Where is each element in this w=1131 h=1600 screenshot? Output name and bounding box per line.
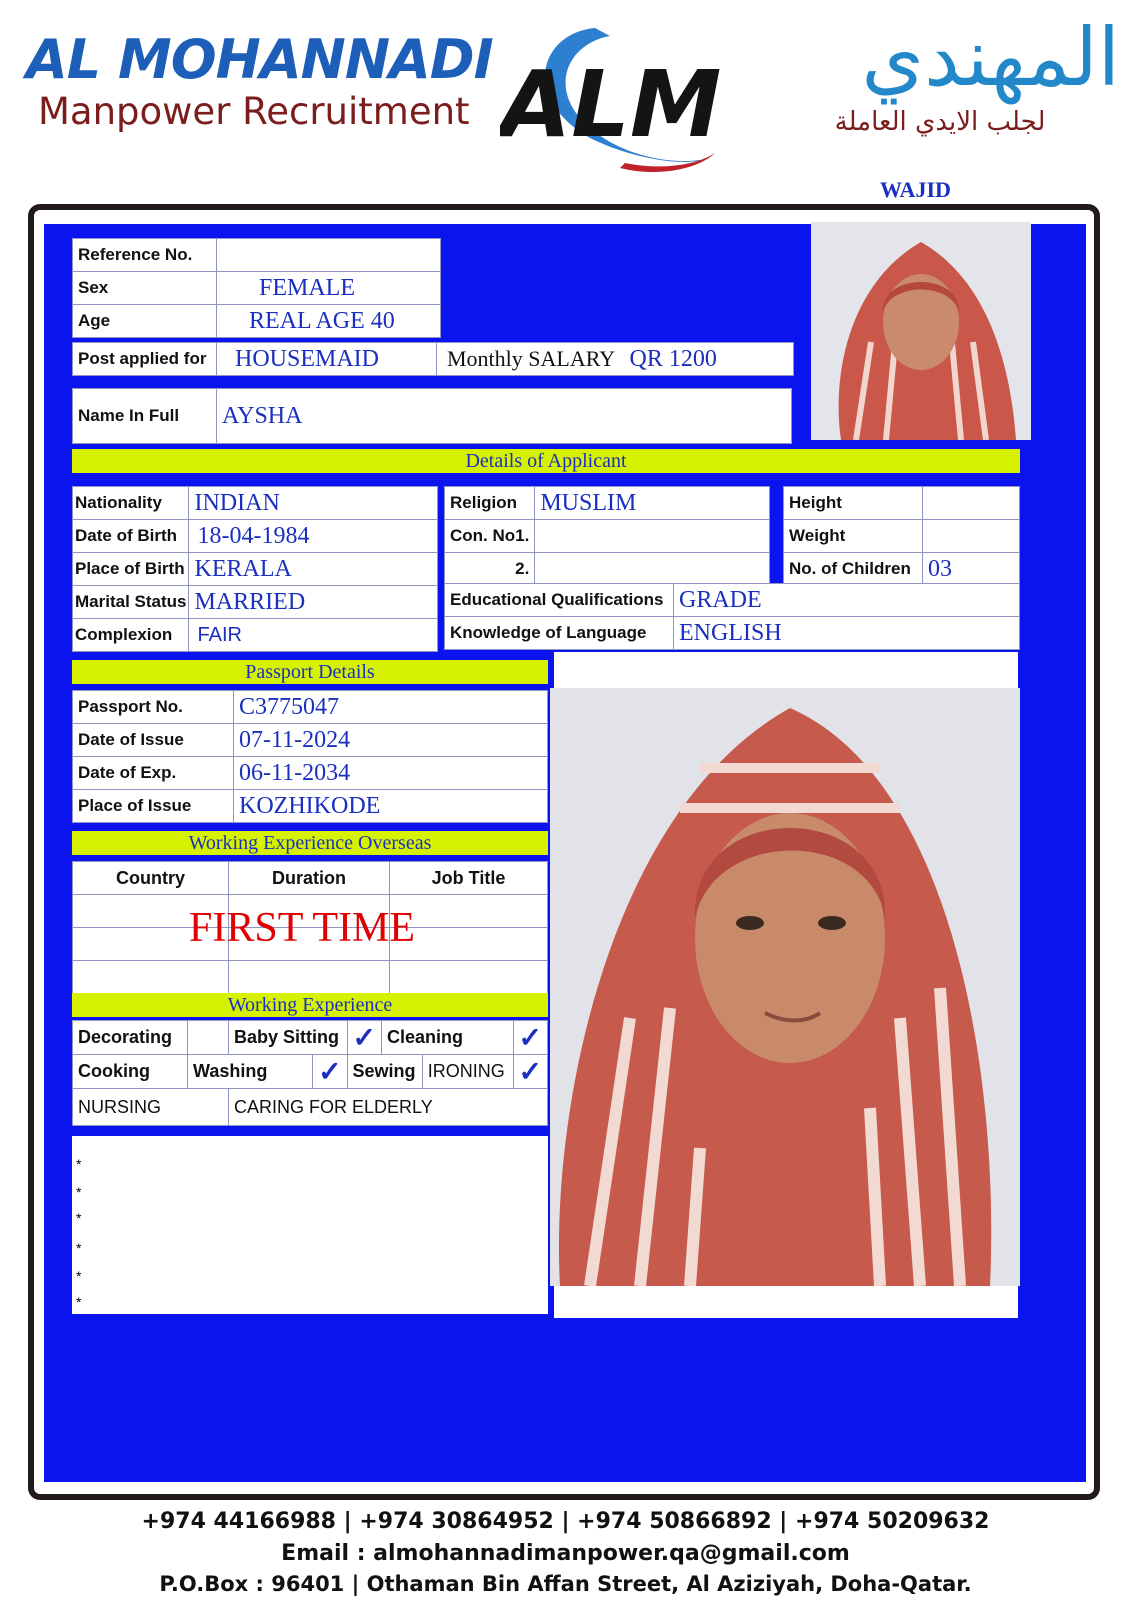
pob-label: Place of Birth: [73, 553, 189, 586]
sex-label: Sex: [73, 272, 217, 305]
footer-address: P.O.Box : 96401 | Othaman Bin Affan Street, Al Aziziyah, Doha-Qatar.: [159, 1572, 972, 1596]
skill-sewing: Sewing: [347, 1055, 422, 1089]
post-table: [72, 342, 794, 376]
con2-label: 2.: [445, 553, 535, 586]
issue-date-label: Date of Issue: [73, 724, 234, 757]
alm-logo-text: ALM: [500, 51, 722, 158]
post-label: Post applied for: [73, 343, 217, 376]
details-left-table: [72, 486, 438, 652]
baby-sitting-check-icon: ✓: [347, 1021, 381, 1055]
con2-value: [535, 553, 770, 586]
language-value: ENGLISH: [674, 617, 1020, 650]
marital-value: MARRIED: [189, 586, 438, 619]
overseas-cell: [73, 961, 229, 994]
experience-heading: Working Experience: [72, 993, 548, 1017]
alm-logo-mark: [500, 18, 740, 178]
weight-label: Weight: [784, 520, 923, 553]
pob-value: KERALA: [189, 553, 438, 586]
children-value: 03: [923, 553, 1020, 586]
ironing-check-icon: ✓: [513, 1055, 547, 1089]
applicant-photo-large: [550, 688, 1020, 1286]
details-right-table: [783, 486, 1020, 586]
issue-place-label: Place of Issue: [73, 790, 234, 823]
washing-check-icon: ✓: [313, 1055, 347, 1089]
cleaning-check-icon: ✓: [513, 1021, 547, 1055]
applicant-photo-small: [811, 222, 1031, 440]
passport-table: [72, 690, 548, 823]
col-country: Country: [73, 862, 229, 895]
notes-box: [72, 1136, 548, 1314]
col-job-title: Job Title: [390, 862, 548, 895]
dob-label: Date of Birth: [73, 520, 189, 553]
age-label: Age: [73, 305, 217, 338]
language-label: Knowledge of Language: [445, 617, 674, 650]
exp-date-value: 06-11-2034: [234, 757, 548, 790]
nationality-label: Nationality: [73, 487, 189, 520]
company-tagline: Manpower Recruitment: [38, 90, 470, 133]
education-label: Educational Qualifications: [445, 584, 674, 617]
height-value: [923, 487, 1020, 520]
company-tagline-arabic: لجلب الايدي العاملة: [834, 107, 1046, 137]
skill-decorating-check: [188, 1021, 229, 1055]
footer-email: Email : almohannadimanpower.qa@gmail.com: [281, 1541, 850, 1566]
company-name-arabic: المهندي: [861, 11, 1120, 104]
note-bullet: *: [76, 1210, 82, 1226]
note-bullet: *: [76, 1156, 82, 1172]
education-table: [444, 583, 1020, 650]
weight-value: [923, 520, 1020, 553]
details-heading: Details of Applicant: [72, 449, 1020, 473]
passport-heading: Passport Details: [72, 660, 548, 684]
salary-value: QR 1200: [629, 345, 717, 372]
children-label: No. of Children: [784, 553, 923, 586]
religion-label: Religion: [445, 487, 535, 520]
skill-washing: Washing: [188, 1055, 313, 1089]
complexion-label: Complexion: [73, 619, 189, 652]
religion-value: MUSLIM: [535, 487, 770, 520]
height-label: Height: [784, 487, 923, 520]
passport-no-label: Passport No.: [73, 691, 234, 724]
sex-value: FEMALE: [217, 272, 441, 305]
name-label: Name In Full: [73, 389, 217, 444]
col-duration: Duration: [229, 862, 390, 895]
skill-decorating: Decorating: [73, 1021, 188, 1055]
footer-phones: +974 44166988 | +974 30864952 | +974 50866892 | +974 50209632: [141, 1509, 990, 1534]
skill-baby-sitting: Baby Sitting: [229, 1021, 348, 1055]
passport-no-value: C3775047: [234, 691, 548, 724]
reference-label: Reference No.: [73, 239, 217, 272]
skill-cleaning: Cleaning: [382, 1021, 514, 1055]
name-table: [72, 388, 792, 444]
basic-info-table: [72, 238, 441, 338]
experience-table: [72, 1020, 548, 1126]
dob-value: 18-04-1984: [189, 520, 438, 553]
skill-elderly-care: CARING FOR ELDERLY: [229, 1089, 548, 1126]
overseas-cell: [229, 961, 390, 994]
company-name: AL MOHANNADI: [26, 28, 493, 91]
agent-name: WAJID: [880, 177, 951, 202]
age-value: REAL AGE 40: [217, 305, 441, 338]
issue-place-value: KOZHIKODE: [234, 790, 548, 823]
note-bullet: *: [76, 1294, 82, 1310]
first-time-note: FIRST TIME: [189, 905, 415, 951]
portrait-small-image: [811, 222, 1031, 440]
note-bullet: *: [76, 1268, 82, 1284]
overseas-cell: [390, 961, 548, 994]
salary-cell: [437, 343, 794, 376]
con1-label: Con. No1.: [445, 520, 535, 553]
con1-value: [535, 520, 770, 553]
overseas-heading: Working Experience Overseas: [72, 831, 548, 855]
skill-cooking: Cooking: [73, 1055, 188, 1089]
skill-nursing: NURSING: [73, 1089, 229, 1126]
issue-date-value: 07-11-2024: [234, 724, 548, 757]
education-value: GRADE: [674, 584, 1020, 617]
post-value: HOUSEMAID: [217, 343, 437, 376]
skill-ironing: IRONING: [422, 1055, 513, 1089]
portrait-large-image: [550, 688, 1020, 1286]
reference-value: [217, 239, 441, 272]
note-bullet: *: [76, 1240, 82, 1256]
complexion-value: FAIR: [189, 619, 438, 652]
marital-label: Marital Status: [73, 586, 189, 619]
salary-label: Monthly SALARY: [447, 345, 616, 371]
note-bullet: *: [76, 1184, 82, 1200]
exp-date-label: Date of Exp.: [73, 757, 234, 790]
nationality-value: INDIAN: [189, 487, 438, 520]
details-middle-table: [444, 486, 770, 586]
name-value: AYSHA: [217, 389, 792, 444]
